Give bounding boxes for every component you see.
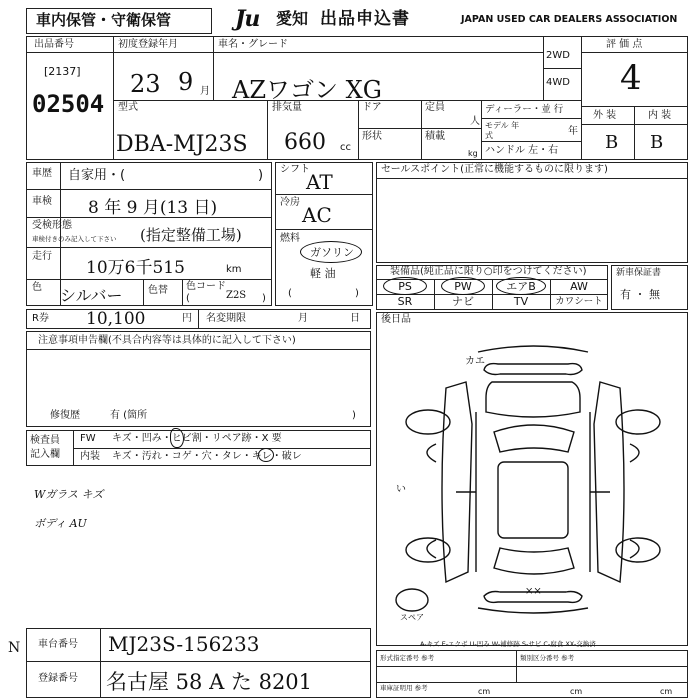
ju-logo: Ju: [235, 6, 260, 32]
first-registration-label: 初度登録年月: [118, 39, 178, 50]
region-label: 愛知: [276, 9, 309, 28]
door-label: ドア: [362, 102, 382, 113]
displacement-value: 660: [284, 130, 326, 155]
recycle-value: 10,100: [86, 309, 146, 329]
handwritten-note-2: ボディ AU: [34, 517, 87, 530]
left-side: [442, 382, 472, 582]
diagram-front-mark: カエ: [465, 356, 485, 367]
sales-points-label: セールスポイント(正常に機能するものに限ります): [381, 164, 608, 175]
drive-4wd[interactable]: 4WD: [546, 77, 570, 88]
repair-label: 修復歴: [50, 410, 80, 421]
km-unit: km: [226, 264, 242, 275]
accept-label: 受検形態: [32, 220, 72, 231]
equip-pw[interactable]: PW: [454, 280, 472, 293]
grade-score: 4: [620, 58, 642, 98]
equip-navi[interactable]: ナビ: [452, 295, 474, 308]
cooling-label: 冷房: [280, 197, 300, 208]
shift-value: AT: [306, 170, 333, 194]
warranty-label: 新車保証書: [616, 268, 662, 278]
model-type-value: DBA-MJ23S: [116, 132, 248, 157]
damage-legend: A-キズ E-エクボ U-凹み W-補修跡 S-サビ C-腐食 XX-交換済: [420, 640, 596, 648]
cc-unit: cc: [340, 142, 351, 153]
handwritten-note-1: Wガラス キズ: [34, 488, 104, 501]
color-code-paren-close: ): [262, 293, 266, 304]
repair-close: ): [352, 410, 356, 421]
circle-pw: [441, 277, 485, 295]
equip-leather-seat[interactable]: カワシート: [555, 296, 603, 307]
cm-unit-1: cm: [478, 687, 491, 696]
cooling-value: AC: [302, 203, 332, 227]
notes-label: 注意事項申告欄(不具合内容等は具体的に記入して下さい): [38, 335, 296, 346]
fuel-paren-open: (: [288, 288, 292, 299]
fuel-diesel[interactable]: 軽 油: [310, 267, 336, 280]
car-name-label: 車名・グレード: [218, 39, 288, 50]
model-year-label: モデル 年式: [485, 121, 520, 140]
spare-label: スペア: [400, 613, 424, 622]
displacement-label: 排気量: [272, 102, 302, 113]
chassis-value: MJ23S-156233: [108, 632, 260, 656]
form-title: 出品申込書: [320, 9, 410, 29]
diagram-side-mark: い: [396, 484, 406, 495]
shift-label: シフト: [280, 164, 310, 175]
accept-note: 車検付きのみ記入して下さい: [32, 235, 117, 243]
kg-unit: kg: [468, 149, 478, 158]
inspector-interior-label: 内装: [80, 451, 100, 462]
equip-tv[interactable]: TV: [513, 295, 529, 308]
color-change-label: 色替: [148, 285, 168, 296]
fuel-gasoline-circle: [300, 241, 362, 263]
storage-label: 車内保管・守衛保管: [36, 11, 172, 29]
first-reg-year: 23: [130, 70, 161, 98]
color-code-label: 色コード: [186, 281, 226, 292]
shape-label: 形状: [362, 131, 382, 142]
load-label: 積載: [425, 131, 445, 142]
chassis-label: 車台番号: [38, 639, 78, 650]
car-name-value: AZワゴン XG: [232, 76, 382, 104]
fuel-gasoline[interactable]: ガソリン: [310, 246, 354, 259]
mileage-label: 走行: [32, 251, 52, 262]
registration-number-label: 登録番号: [38, 673, 78, 684]
grade-label: 評 価 点: [606, 39, 643, 50]
scribble-2: [258, 448, 274, 462]
form-cert-label: 形式指定番号 参考: [380, 654, 435, 662]
warranty-value[interactable]: 有 ・ 無: [620, 288, 660, 301]
class-number-label: 類別区分番号 参考: [520, 654, 575, 662]
name-change-day: 日: [350, 313, 360, 324]
windshield: [494, 425, 574, 452]
equip-airbag[interactable]: エアB: [506, 280, 536, 293]
recycle-label: R券: [32, 313, 49, 324]
color-label: 色: [32, 282, 42, 293]
fuel-label: 燃料: [280, 233, 300, 244]
equip-sr[interactable]: SR: [397, 295, 413, 308]
inspector-interior-items: キズ・汚れ・コゲ・穴・タレ・キレ・破レ: [112, 451, 302, 462]
interior-label: 内 装: [648, 110, 672, 121]
fuel-paren-close: ): [355, 288, 359, 299]
dealer-label: ディーラー・並 行: [485, 104, 564, 115]
lot-sub-number: [2137]: [44, 65, 81, 78]
association-name: JAPAN USED CAR DEALERS ASSOCIATION: [461, 14, 678, 25]
rear-window: [494, 548, 574, 574]
inspector-fw-label: FW: [80, 433, 96, 444]
right-side: [594, 382, 624, 582]
inspector-label: 検査員 記入欄: [30, 435, 60, 460]
lot-number-label: 出品番号: [34, 39, 74, 50]
lot-number: 02504: [32, 90, 105, 118]
roof: [498, 462, 568, 538]
color-code-value: Z2S: [226, 290, 247, 301]
rear-label: 後日品: [381, 314, 411, 325]
circle-airbag: [496, 277, 546, 295]
scribble-1: [170, 428, 184, 448]
name-change-month: 月: [298, 313, 308, 324]
history-value: 自家用・(: [68, 168, 126, 183]
spare-tire-icon: [396, 589, 428, 611]
margin-mark: N: [8, 640, 21, 656]
name-change-label: 名変期限: [206, 313, 246, 324]
year-unit: 年: [568, 126, 578, 137]
garage-cert-label: 車庫証明用 参考: [380, 684, 428, 692]
cm-unit-3: cm: [660, 687, 673, 696]
drive-2wd[interactable]: 2WD: [546, 50, 570, 61]
circle-ps: [383, 277, 427, 295]
color-value: シルバー: [60, 286, 123, 305]
color-code-paren-open: (: [186, 293, 190, 304]
registration-number-value: 名古屋 58 A た 8201: [106, 670, 313, 694]
recycle-yen-unit: 円: [182, 313, 192, 324]
first-reg-month: 9: [178, 68, 194, 96]
inspection-value: 8 年 9 月(13 日): [88, 198, 218, 218]
diagram-rear-mark: ××: [525, 586, 542, 597]
accept-value: (指定整備工場): [140, 226, 242, 244]
exterior-label: 外 装: [593, 110, 617, 121]
capacity-label: 定員: [425, 102, 445, 113]
model-type-label: 型式: [118, 102, 138, 113]
mileage-value: 10万6千515: [86, 258, 185, 278]
history-label: 車歴: [32, 168, 52, 179]
interior-grade: B: [650, 132, 664, 153]
handle-label: ハンドル 左・右: [485, 145, 559, 156]
equip-aw[interactable]: AW: [570, 280, 588, 293]
equipment-label: 装備品(純正品に限り○印をつけてください): [390, 266, 587, 277]
inspector-fw-items: キズ・凹み・ヒビ割・リペア跡・X 要: [112, 433, 282, 444]
history-close-paren: ): [258, 168, 264, 183]
hood-outline: [486, 382, 580, 417]
cm-unit-2: cm: [570, 687, 583, 696]
inspection-label: 車検: [32, 196, 52, 207]
person-unit: 人: [470, 116, 480, 127]
month-unit: 月: [200, 86, 210, 97]
repair-value[interactable]: 有 (箇所: [110, 410, 148, 421]
front-bumper: [484, 364, 582, 375]
equip-ps[interactable]: PS: [398, 280, 412, 293]
exterior-grade: B: [605, 132, 619, 153]
